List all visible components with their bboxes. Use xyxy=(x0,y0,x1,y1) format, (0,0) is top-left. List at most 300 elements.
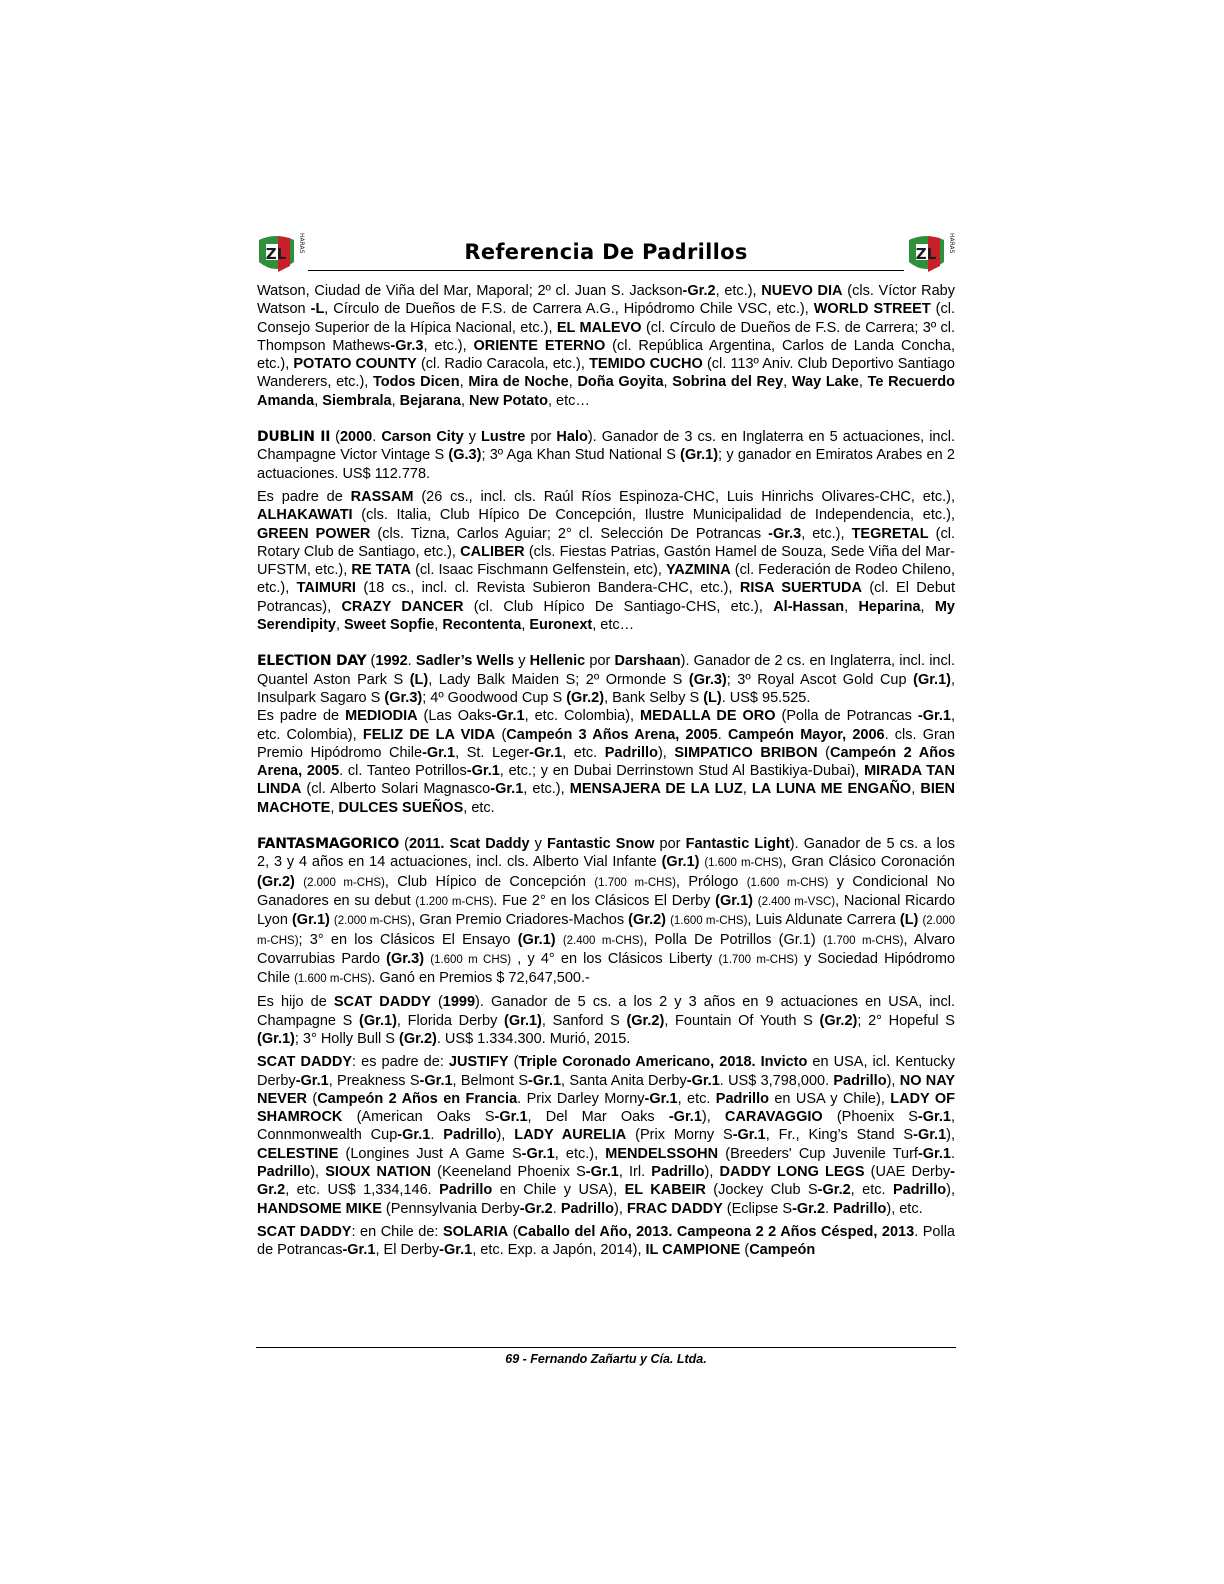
text-run: , Alvaro Covarrubias Pardo xyxy=(257,931,956,967)
bold-text: ORIENTE ETERNO xyxy=(473,337,606,354)
bold-text: -Gr.1 xyxy=(521,1145,555,1162)
bold-text: EL MALEVO xyxy=(556,319,642,336)
distance-note: (1.700 m-CHS) xyxy=(718,953,798,966)
text-run: ( xyxy=(430,994,443,1011)
distance-note: (1.700 m-CHS) xyxy=(594,876,676,889)
text-run: (cl. Isaac Fischmann Gelfenstein, etc), xyxy=(411,562,666,579)
text-run: , Bank Selby S xyxy=(604,689,704,706)
text-run: ( xyxy=(508,1223,518,1240)
bold-text: Campeón 3 Años Arena, 2005 xyxy=(506,726,718,743)
bold-text: FELIZ DE LA VIDA xyxy=(362,726,496,743)
text-run: , Preakness S xyxy=(328,1072,420,1089)
text-run: , Club Hípico de Concepción xyxy=(384,873,595,890)
text-run: , xyxy=(314,392,323,409)
text-run: (Prix Morny S xyxy=(626,1127,733,1144)
text-run: , Connmonwealth Cup xyxy=(257,1109,955,1144)
bold-text: LADY AURELIA xyxy=(514,1127,627,1144)
bold-text: -Gr.1 xyxy=(528,1072,562,1089)
text-run: en USA y Chile), xyxy=(768,1090,891,1107)
bold-text: Lustre xyxy=(481,429,526,446)
bold-text: 2000 xyxy=(339,429,373,446)
text-run: , Belmont S xyxy=(452,1072,528,1089)
text-run: . Fue 2° en los Clásicos El Derby xyxy=(493,892,716,909)
page-title: Referencia De Padrillos xyxy=(464,240,748,264)
distance-note: (2.400 m-CHS) xyxy=(562,934,644,947)
bold-text: TEGRETAL xyxy=(851,525,929,542)
text-run: , Fr., King’s Stand S xyxy=(765,1127,914,1144)
bold-text: (Gr.2) xyxy=(628,912,666,929)
text-run: por xyxy=(585,653,615,670)
text-run: , Polla De Potrillos (Gr.1) xyxy=(643,931,823,948)
text-run: en Chile y USA), xyxy=(492,1182,625,1199)
text-run: , Del Mar Oaks xyxy=(527,1109,669,1126)
text-run: , etc.), xyxy=(801,525,852,542)
text-run: ; 3º Aga Khan Stud National S xyxy=(481,447,681,464)
text-run: , etc. xyxy=(677,1090,716,1107)
text-run: (26 cs., incl. cls. Raúl Ríos Espinoza-CHC, Luis Hinrichs Olivares-CHC, etc.), xyxy=(413,488,955,505)
page-header xyxy=(256,230,956,280)
bold-text: MEDALLA DE ORO xyxy=(640,708,776,725)
sire-heading: DUBLIN II xyxy=(257,429,331,446)
text-run: (Polla de Potrancas xyxy=(775,708,918,725)
text-run: (cl. El Debut Potrancas), xyxy=(257,580,955,615)
text-run: , El Derby xyxy=(375,1242,440,1259)
text-run: , Florida Derby xyxy=(396,1012,505,1029)
text-run: , xyxy=(434,617,443,634)
text-run: ), xyxy=(886,1072,900,1089)
bold-text: TEMIDO CUCHO xyxy=(589,356,703,373)
text-run: , xyxy=(911,781,921,798)
bold-text: -Gr.2 xyxy=(257,1164,956,1199)
bold-text: LA LUNA ME ENGAÑO xyxy=(751,781,912,798)
text-run: , Insulpark Sagaro S xyxy=(257,671,956,706)
svg-text:HARAS: HARAS xyxy=(948,233,955,254)
bold-text: -Gr.1 xyxy=(732,1127,766,1144)
bold-text: Te Recuerdo Amanda xyxy=(257,374,956,409)
bold-text: Siembrala xyxy=(322,392,392,409)
distance-note: (2.400 m-VSC) xyxy=(757,895,836,908)
bold-text: -Gr.1 xyxy=(422,744,456,761)
text-run: . cl. Tanteo Potrillos xyxy=(339,763,467,780)
bold-text: -Gr.1 xyxy=(529,744,563,761)
bold-text: SIOUX NATION xyxy=(325,1164,432,1181)
text-run: ), xyxy=(946,1182,955,1199)
text-run: (18 cs., incl. cl. Revista Subieron Bandera-CHC, etc.), xyxy=(355,580,740,597)
bold-text: GREEN POWER xyxy=(257,525,371,542)
text-run: ( xyxy=(740,1242,750,1259)
text-run: , Prólogo xyxy=(675,873,747,890)
text-run: ), xyxy=(657,744,675,761)
text-run: , etc.), xyxy=(554,1145,606,1162)
text-run: , xyxy=(460,392,469,409)
paragraph xyxy=(257,1053,955,1218)
text-run: ; y ganador en Emiratos Arabes en 2 actuaciones. US$ 112.778. xyxy=(257,447,955,482)
paragraph xyxy=(257,488,955,634)
text-run: . Polla de Potrancas xyxy=(257,1223,955,1259)
bold-text: -Gr.1 xyxy=(917,1145,951,1162)
text-run: . xyxy=(717,726,728,743)
bold-text: SCAT DADDY xyxy=(257,1223,352,1240)
bold-text: -Gr.1 xyxy=(913,1127,947,1144)
bold-text: New Potato xyxy=(469,392,548,409)
bold-text: Darshaan xyxy=(614,653,681,670)
bold-text: Fantastic Snow xyxy=(547,836,655,853)
bold-text: (G.3) xyxy=(448,447,482,464)
bold-text: -Gr.2 xyxy=(682,283,716,299)
distance-note: (1.600 m-CHS) xyxy=(294,973,372,986)
bold-text: -Gr.1 xyxy=(644,1090,678,1107)
bold-text: -Gr.1 xyxy=(439,1242,473,1259)
text-run: ), etc. xyxy=(886,1200,923,1217)
bold-text: (L) xyxy=(899,912,919,929)
text-run: . Prix Darley Morny xyxy=(517,1090,645,1107)
text-run: (cls. Víctor Raby Watson xyxy=(257,283,955,318)
text-run: , xyxy=(858,374,868,391)
text-run: (cls. Italia, Club Hípico De Concepción, Ilustre Municipalidad de Independencia, etc.), xyxy=(352,507,955,524)
bold-text: Padrillo xyxy=(443,1127,497,1144)
bold-text: -Gr.1 xyxy=(466,763,500,780)
text-run: , Gran Clásico Coronación xyxy=(782,854,956,871)
bold-text: (Gr.2) xyxy=(626,1012,665,1029)
text-run: por xyxy=(525,429,557,446)
paragraph xyxy=(257,835,955,988)
bold-text: -Gr.1 xyxy=(490,781,524,798)
bold-text: Todos Dicen xyxy=(373,374,460,391)
bold-text: Campeón Mayor, 2006 xyxy=(727,726,885,743)
bold-text: -Gr.1 xyxy=(419,1072,453,1089)
bold-text: MIRADA TAN LINDA xyxy=(257,763,955,798)
text-run: ), xyxy=(496,1127,515,1144)
text-run: (cl. Rotary Club de Santiago, etc.), xyxy=(257,525,955,560)
bold-text: -Gr.1 xyxy=(668,1109,702,1126)
bold-text: Mira de Noche xyxy=(468,374,569,391)
text-run: . cls. Gran Premio Hipódromo Chile xyxy=(257,726,955,761)
bold-text: (L) xyxy=(703,689,722,706)
text-run: ( xyxy=(508,1054,519,1071)
text-run: ; 3° Holly Bull S xyxy=(294,1030,399,1047)
bold-text: (Gr.2) xyxy=(566,689,605,706)
bold-text: Padrillo xyxy=(560,1200,614,1217)
bold-text: -Gr.1 xyxy=(917,1109,951,1126)
distance-note: (1.600 m-CHS) xyxy=(670,915,748,928)
text-run: ), xyxy=(704,1164,720,1181)
haras-logo-left xyxy=(256,230,306,276)
bold-text: Al-Hassan xyxy=(773,598,845,615)
bold-text: My Serendipity xyxy=(257,598,955,634)
text-run: Es padre de xyxy=(257,488,351,505)
text-run: , Santa Anita Derby xyxy=(561,1072,687,1089)
bold-text: RISA SUERTUDA xyxy=(739,580,862,597)
text-run: ( xyxy=(366,653,376,670)
text-run: y Sociedad Hipódromo Chile xyxy=(257,950,956,987)
text-run: ). Ganador de 3 cs. en Inglaterra en 5 actuaciones, incl. Champagne Victor Vintage S xyxy=(257,429,956,464)
bold-text: Padrillo xyxy=(833,1200,887,1217)
paragraph xyxy=(257,993,955,1048)
text-run: , xyxy=(844,598,859,615)
svg-text:HARAS: HARAS xyxy=(298,233,305,254)
text-run: , Lady Balk Maiden S; 2º Ormonde S xyxy=(428,671,689,688)
text-run: (Phoenix S xyxy=(822,1109,918,1126)
bold-text: Padrillo xyxy=(604,744,658,761)
bold-text: -Gr.1 xyxy=(491,708,525,725)
text-run: Es padre de xyxy=(257,708,346,725)
document-body xyxy=(257,282,955,1260)
text-run: , xyxy=(391,392,400,409)
text-run: en USA, icl. Kentucky Derby xyxy=(257,1054,955,1089)
bold-text: Padrillo xyxy=(715,1090,769,1107)
bold-text: (L) xyxy=(409,671,429,688)
bold-text: -Gr.2 xyxy=(792,1200,826,1217)
text-run: (cl. 113º Aniv. Club Deportivo Santiago Wanderers, etc.), xyxy=(257,356,955,391)
text-run: (Breeders' Cup Juvenile Turf xyxy=(718,1145,918,1162)
bold-text: (Gr.3) xyxy=(384,689,423,706)
text-run: . US$ 1.334.300. Murió, 2015. xyxy=(436,1030,631,1047)
text-run: ), xyxy=(614,1200,627,1217)
text-run: , etc. US$ 1,334,146. xyxy=(285,1182,440,1199)
bold-text: NUEVO DIA xyxy=(761,283,843,299)
text-run: , etc… xyxy=(547,392,590,409)
text-run: , etc. Exp. a Japón, 2014), xyxy=(472,1242,646,1259)
text-run: , Círculo de Dueños de F.S. de Carrera A.G., Hipódromo Chile VSC, etc.), xyxy=(324,301,814,318)
bold-text: RE TATA xyxy=(351,562,412,579)
text-run: . Ganó en Premios $ 72,647,500.- xyxy=(371,970,590,987)
bold-text: Campeón xyxy=(749,1242,816,1259)
bold-text: (Gr.1) xyxy=(715,892,754,909)
bold-text: (Gr.1) xyxy=(359,1012,397,1029)
paragraph-spacer xyxy=(257,817,955,835)
bold-text: BIEN MACHOTE xyxy=(257,781,956,816)
text-run: , xyxy=(521,617,530,634)
bold-text: (Gr.1) xyxy=(661,854,700,871)
text-run: , Gran Premio Criadores-Machos xyxy=(411,912,629,929)
text-run: , etc. xyxy=(850,1182,893,1199)
bold-text: Triple Coronado Americano, 2018. Invicto xyxy=(518,1054,808,1071)
text-run: por xyxy=(654,836,686,853)
bold-text: (Gr.1) xyxy=(517,931,556,948)
text-run: ( xyxy=(399,836,409,853)
bold-text: FRAC DADDY xyxy=(626,1200,723,1217)
text-run xyxy=(556,932,563,948)
bold-text: SIMPATICO BRIBON xyxy=(674,744,818,761)
text-run: , xyxy=(783,374,792,391)
text-run: . xyxy=(430,1127,444,1144)
bold-text: (Gr.1) xyxy=(257,1030,295,1047)
bold-text: SOLARIA xyxy=(442,1223,509,1240)
distance-note: (1.600 m-CHS) xyxy=(704,857,783,870)
bold-text: -Gr.1 xyxy=(585,1164,619,1181)
text-run: . US$ 95.525. xyxy=(721,689,811,706)
bold-text: ALHAKAWATI xyxy=(257,507,353,524)
bold-text: -Gr.3 xyxy=(390,337,424,354)
sire-heading: ELECTION DAY xyxy=(257,653,367,670)
text-run: , etc… xyxy=(592,617,635,634)
bold-text: Sadler’s Wells xyxy=(415,653,515,670)
text-run: , xyxy=(459,374,469,391)
bold-text: Padrillo xyxy=(651,1164,705,1181)
bold-text: CALIBER xyxy=(460,543,525,560)
bold-text: (Gr.3) xyxy=(688,671,727,688)
bold-text: POTATO COUNTY xyxy=(293,356,417,373)
bold-text: WORLD STREET xyxy=(813,301,931,318)
haras-logo-right xyxy=(906,230,956,276)
title-underline xyxy=(308,270,904,271)
bold-text: SCAT DADDY xyxy=(333,994,431,1011)
text-run: ), xyxy=(701,1109,725,1126)
distance-note: (1.700 m-CHS) xyxy=(822,934,904,947)
text-run: , etc.), xyxy=(423,337,474,354)
text-run: Watson, Ciudad de Viña del Mar, Maporal; 2º cl. Juan S. Jackson xyxy=(257,283,683,299)
text-run: , xyxy=(663,374,673,391)
bold-text: Euronext xyxy=(529,617,593,634)
bold-text: 2011. Scat Daddy xyxy=(408,836,530,853)
text-run: (Pennsylvania Derby xyxy=(381,1200,520,1217)
text-run: (cl. República Argentina, Carlos de Landa Concha, etc.), xyxy=(257,337,955,373)
paragraph xyxy=(257,1223,955,1260)
bold-text: (Gr.1) xyxy=(913,671,951,688)
text-run: , etc.; y en Dubai Derrinstown Stud Al Bastikiya-Dubai), xyxy=(499,763,865,780)
paragraph-spacer xyxy=(257,410,955,428)
bold-text: MEDIODIA xyxy=(345,708,418,725)
text-run: , etc. xyxy=(562,744,605,761)
text-run xyxy=(295,874,303,890)
bold-text: Padrillo xyxy=(439,1182,493,1199)
distance-note: (1.600 m CHS) xyxy=(430,953,512,966)
text-run: y Condicional No Ganadores en su debut xyxy=(257,873,955,909)
bold-text: Padrillo xyxy=(257,1164,311,1181)
bold-text: TAIMURI xyxy=(296,580,356,597)
text-run: y xyxy=(529,836,548,853)
sire-heading: FANTASMAGORICO xyxy=(257,836,400,853)
bold-text: -L xyxy=(310,301,325,318)
text-run: , Luis Aldunate Carrera xyxy=(747,912,900,929)
bold-text: (Gr.1) xyxy=(680,447,719,464)
bold-text: MENDELSSOHN xyxy=(605,1145,719,1162)
text-run: . xyxy=(950,1145,956,1162)
text-run: ), xyxy=(310,1164,326,1181)
distance-note: (1.600 m-CHS) xyxy=(746,876,829,889)
text-run: (cls. Fiestas Patrias, Gastón Hamel de Souza, Sede Viña del Mar-UFSTM, etc.), xyxy=(257,543,955,579)
page-footer: 69 - Fernando Zañartu y Cía. Ltda. xyxy=(505,1352,707,1366)
bold-text: Fantastic Light xyxy=(685,836,790,853)
bold-text: Campeón 2 Años Arena, 2005 xyxy=(257,744,956,780)
bold-text: RASSAM xyxy=(350,488,414,505)
bold-text: Bejarana xyxy=(399,392,461,409)
text-run: ; 2° Hopeful S xyxy=(857,1012,955,1029)
text-run: ; 3° en los Clásicos El Ensayo xyxy=(298,931,518,948)
text-run: ( xyxy=(330,429,340,446)
bold-text: CRAZY DANCER xyxy=(341,598,464,615)
text-run: ( xyxy=(495,726,507,743)
bold-text: Caballo del Año, 2013. Campeona 2 2 Años Césped, 2013 xyxy=(517,1223,915,1240)
bold-text: MENSAJERA DE LA LUZ xyxy=(569,781,743,798)
text-run: ; 4º Goodwood Cup S xyxy=(422,689,567,706)
text-run: y xyxy=(514,653,530,670)
text-run: (Eclipse S xyxy=(722,1200,793,1217)
text-run: , etc. Colombia), xyxy=(524,708,641,725)
paragraph xyxy=(257,652,955,707)
bold-text: HANDSOME MIKE xyxy=(257,1200,382,1217)
paragraph xyxy=(257,707,955,817)
text-run: , xyxy=(568,374,578,391)
text-run: , xyxy=(335,617,345,634)
footer-rule xyxy=(256,1347,956,1348)
bold-text: (Gr.2) xyxy=(399,1030,437,1047)
text-run: (cl. Federación de Rodeo Chileno, etc.), xyxy=(257,562,955,597)
distance-note: (2.000 m-CHS) xyxy=(333,915,412,928)
text-run: Es hijo de xyxy=(257,994,334,1011)
bold-text: IL CAMPIONE xyxy=(645,1242,741,1259)
bold-text: JUSTIFY xyxy=(448,1054,509,1071)
text-run: , Sanford S xyxy=(541,1012,627,1029)
bold-text: Campeón 2 Años en Francia xyxy=(317,1090,518,1107)
text-run: (cl. Consejo Superior de la Hípica Nacional, etc.), xyxy=(257,301,956,336)
bold-text: Heparina xyxy=(858,598,921,615)
bold-text: -Gr.1 xyxy=(295,1072,329,1089)
bold-text: LADY OF SHAMROCK xyxy=(257,1090,955,1126)
text-run: . xyxy=(825,1200,834,1217)
bold-text: -Gr.1 xyxy=(686,1072,720,1089)
bold-text: (Gr.1) xyxy=(504,1012,542,1029)
text-run: : es padre de: xyxy=(352,1054,449,1071)
bold-text: CARAVAGGIO xyxy=(724,1109,823,1126)
text-run: (cls. Tizna, Carlos Aguiar; 2° cl. Selección De Potrancas xyxy=(370,525,769,542)
text-run: (American Oaks S xyxy=(342,1109,495,1126)
bold-text: -Gr.1 xyxy=(494,1109,528,1126)
bold-text: -Gr.3 xyxy=(768,525,802,542)
text-run: (UAE Derby xyxy=(864,1164,951,1181)
text-run: ). Ganador de 2 cs. en Inglaterra, incl. incl. Quantel Aston Park S xyxy=(257,653,955,688)
bold-text: -Gr.2 xyxy=(519,1200,553,1217)
bold-text: Way Lake xyxy=(791,374,859,391)
bold-text: -Gr.1 xyxy=(917,708,951,725)
text-run: . xyxy=(552,1200,561,1217)
text-run: , etc.), xyxy=(715,283,762,299)
text-run: , Nacional Ricardo Lyon xyxy=(257,892,956,929)
text-run: (cl. Radio Caracola, etc.), xyxy=(416,356,590,373)
bold-text: -Gr.2 xyxy=(817,1182,851,1199)
text-run: ; 3º Royal Ascot Gold Cup xyxy=(726,671,914,688)
text-run: , Irl. xyxy=(618,1164,652,1181)
text-run: . xyxy=(372,429,382,446)
bold-text: 1992 xyxy=(375,653,408,670)
paragraph xyxy=(257,282,955,410)
text-run: ( xyxy=(817,744,830,761)
text-run: . US$ 3,798,000. xyxy=(719,1072,834,1089)
text-run: ), xyxy=(946,1127,956,1144)
paragraph xyxy=(257,428,955,483)
text-run: : en Chile de: xyxy=(351,1223,443,1240)
bold-text: SCAT DADDY xyxy=(257,1054,353,1071)
text-run: (cl. Club Hípico De Santiago-CHS, etc.), xyxy=(463,598,774,615)
distance-note: (2.000 m-CHS) xyxy=(257,915,956,947)
bold-text: CELESTINE xyxy=(257,1145,339,1162)
text-run: (Longines Just A Game S xyxy=(338,1145,522,1162)
bold-text: NO NAY NEVER xyxy=(257,1072,956,1107)
bold-text: (Gr.2) xyxy=(257,873,295,890)
text-run: (Keeneland Phoenix S xyxy=(431,1164,586,1181)
bold-text: 1999 xyxy=(442,994,476,1011)
bold-text: YAZMINA xyxy=(665,562,731,579)
text-run: (Jockey Club S xyxy=(705,1182,818,1199)
bold-text: Padrillo xyxy=(892,1182,947,1199)
text-run: , etc.), xyxy=(523,781,570,798)
text-run: , etc. xyxy=(463,799,495,816)
text-run: (Las Oaks xyxy=(417,708,492,725)
text-run: y xyxy=(463,429,482,446)
text-run: , xyxy=(920,598,935,615)
distance-note: (2.000 m-CHS) xyxy=(303,876,385,889)
bold-text: Carson City xyxy=(381,429,464,446)
